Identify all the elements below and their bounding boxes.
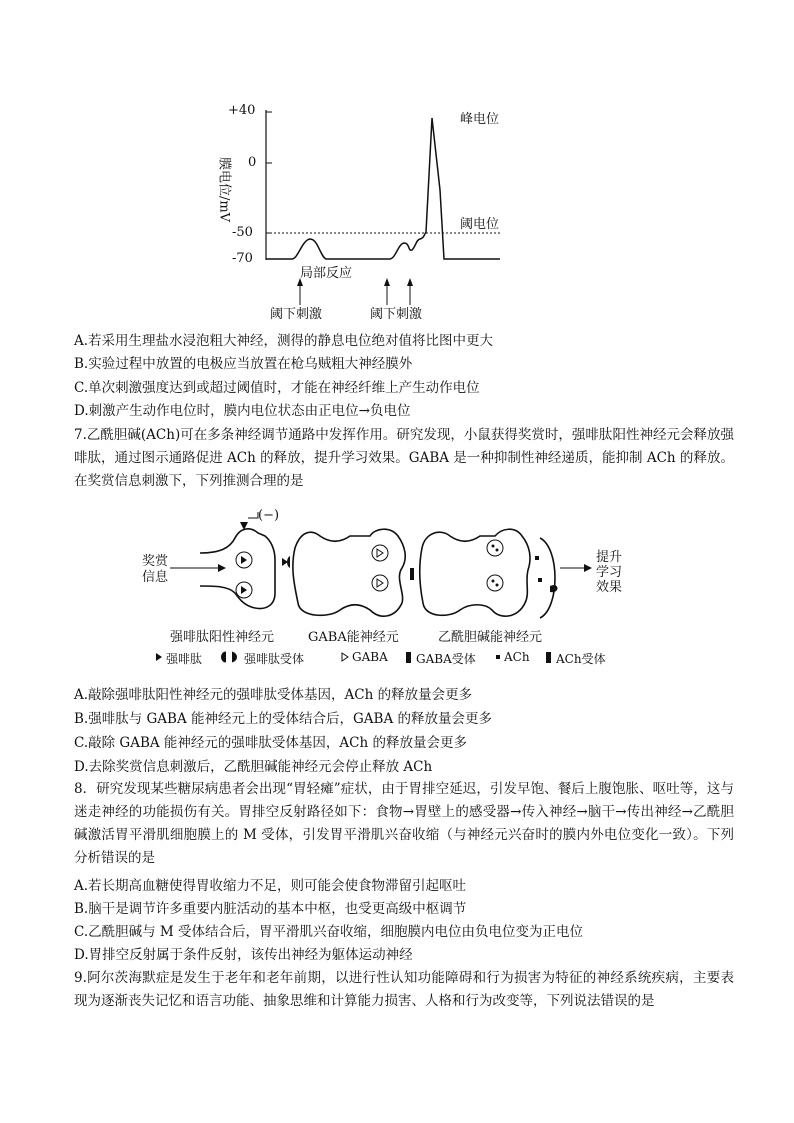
q8-stem: 8．研究发现某些糖尿病患者会出现“胃轻瘫”症状，由于胃排空延迟，引发早饱、餐后上腹饱胀、呕吐等，这与迷走神经的功能损伤有关。胃排空反射路径如下：食物→胃壁上的感受器→传入神经→脑干→传出神经→乙酰胆碱激活胃平滑肌细胞膜上的 M 受体，引发胃平滑肌兴奋收缩（与神经元兴奋时的膜内外电位变化一致）。下列分析错误的是 (74, 781, 734, 866)
q8-option-c: C.乙酰胆碱与 M 受体结合后，胃平滑肌兴奋收缩，细胞膜内电位由负电位变为正电位 (74, 924, 584, 940)
tick-label-0: 0 (248, 155, 257, 170)
reward-info-label-1: 奖赏 (142, 554, 169, 569)
tick-label-m70: -70 (232, 251, 253, 266)
q7-option-d: D.去除奖赏信息刺激后，乙酰胆碱能神经元会停止释放 ACh (74, 759, 433, 775)
potential-trace (266, 118, 500, 259)
ach-molecule-1 (535, 556, 539, 560)
dynorphin-receptor (287, 556, 290, 568)
y-axis-label: 膜电位/mV (216, 156, 232, 223)
neuron2-label: GABA能神经元 (308, 630, 399, 645)
figure-legend (154, 648, 634, 668)
neural-pathway-figure (140, 508, 640, 668)
reward-info-label-2: 信息 (142, 570, 169, 585)
membrane-potential-figure (216, 100, 520, 325)
ach-vesicle-2 (487, 575, 503, 591)
legend-gaba: GABA (352, 650, 388, 664)
output-label-2: 学习 (596, 565, 623, 580)
q7-stem: 7.乙酰胆碱(ACh)可在多条神经调节通路中发挥作用。研究发现，小鼠获得奖赏时，强啡肽阳性神经元会释放强啡肽，通过图示通路促进 ACh 的释放，提升学习效果。GABA 是一种抑制性神经递质，能抑制 ACh 的释放。在奖赏信息刺激下，下列推测合理的是 (74, 427, 734, 489)
stimulus-arrow-2 (384, 278, 390, 305)
neuron3-body (420, 529, 530, 616)
q8-option-a: A.若长期高血糖使得胃收缩力不足，则可能会使食物滞留引起呕吐 (74, 878, 467, 894)
q6-option-b: B.实验过程中放置的电极应当放置在枪乌贼粗大神经膜外 (74, 356, 413, 372)
q6-option-c: C.单次刺激强度达到或超过阈值时，才能在神经纤维上产生动作电位 (74, 380, 480, 396)
gaba-vesicle-2 (372, 575, 388, 591)
q6-option-a: A.若采用生理盐水浸泡粗大神经，测得的静息电位绝对值将比图中更大 (74, 333, 494, 349)
legend-ach-receptor: ACh受体 (556, 652, 606, 666)
ach-molecule-2 (538, 578, 542, 582)
output-label-3: 效果 (596, 580, 623, 595)
legend-gaba-receptor: GABA受体 (416, 652, 476, 666)
q7-option-c: C.敲除 GABA 能神经元的强啡肽受体基因，ACh 的释放量会更多 (74, 735, 467, 751)
legend-ach: ACh (504, 650, 530, 664)
tick-label-m50: -50 (232, 225, 253, 240)
stimulus-label-2: 阈下刺激 (370, 307, 423, 322)
ach-vesicle-1 (487, 540, 503, 556)
neural-pathway-diagram (140, 508, 640, 628)
q8-option-b: B.脑干是调节许多重要内脏活动的基本中枢，也受更高级中枢调节 (74, 901, 467, 917)
stimulus-arrow-3 (407, 278, 413, 305)
neuron1-label: 强啡肽阳性神经元 (170, 630, 275, 645)
gaba-vesicle-1 (372, 545, 388, 561)
tick-label-40: +40 (228, 103, 256, 118)
legend-dynorphin: 强啡肽 (166, 652, 203, 666)
target-cell (540, 538, 555, 618)
q7-option-b: B.强啡肽与 GABA 能神经元上的受体结合后，GABA 的释放量会更多 (74, 711, 492, 727)
neuron3-label: 乙酰胆碱能神经元 (438, 630, 543, 645)
q6-option-d: D.刺激产生动作电位时，膜内电位状态由正电位→负电位 (74, 403, 411, 419)
neuron1-body (200, 529, 275, 609)
legend-dynorphin-receptor: 强啡肽受体 (244, 652, 305, 666)
gaba-receptor (410, 568, 414, 580)
q8-option-d: D.胃排空反射属于条件反射，该传出神经为躯体运动神经 (74, 947, 413, 963)
neuron2-body (293, 529, 405, 616)
peak-label: 峰电位 (460, 112, 500, 127)
local-response-label: 局部反应 (300, 266, 353, 281)
stimulus-label-1: 阈下刺激 (270, 307, 323, 322)
threshold-label: 阈电位 (460, 217, 500, 232)
q7-option-a: A.敲除强啡肽阳性神经元的强啡肽受体基因，ACh 的释放量会更多 (74, 687, 473, 703)
stimulus-arrow-1 (297, 278, 303, 305)
output-label-1: 提升 (596, 550, 623, 565)
q9-stem: 9.阿尔茨海默症是发生于老年和老年前期，以进行性认知功能障碍和行为损害为特征的神经系统疾病，主要表现为逐渐丧失记忆和语言功能、抽象思维和计算能力损害、人格和行为改变等，下列说法错误的是 (74, 970, 734, 1009)
inhibition-mark: (−) (258, 508, 280, 523)
